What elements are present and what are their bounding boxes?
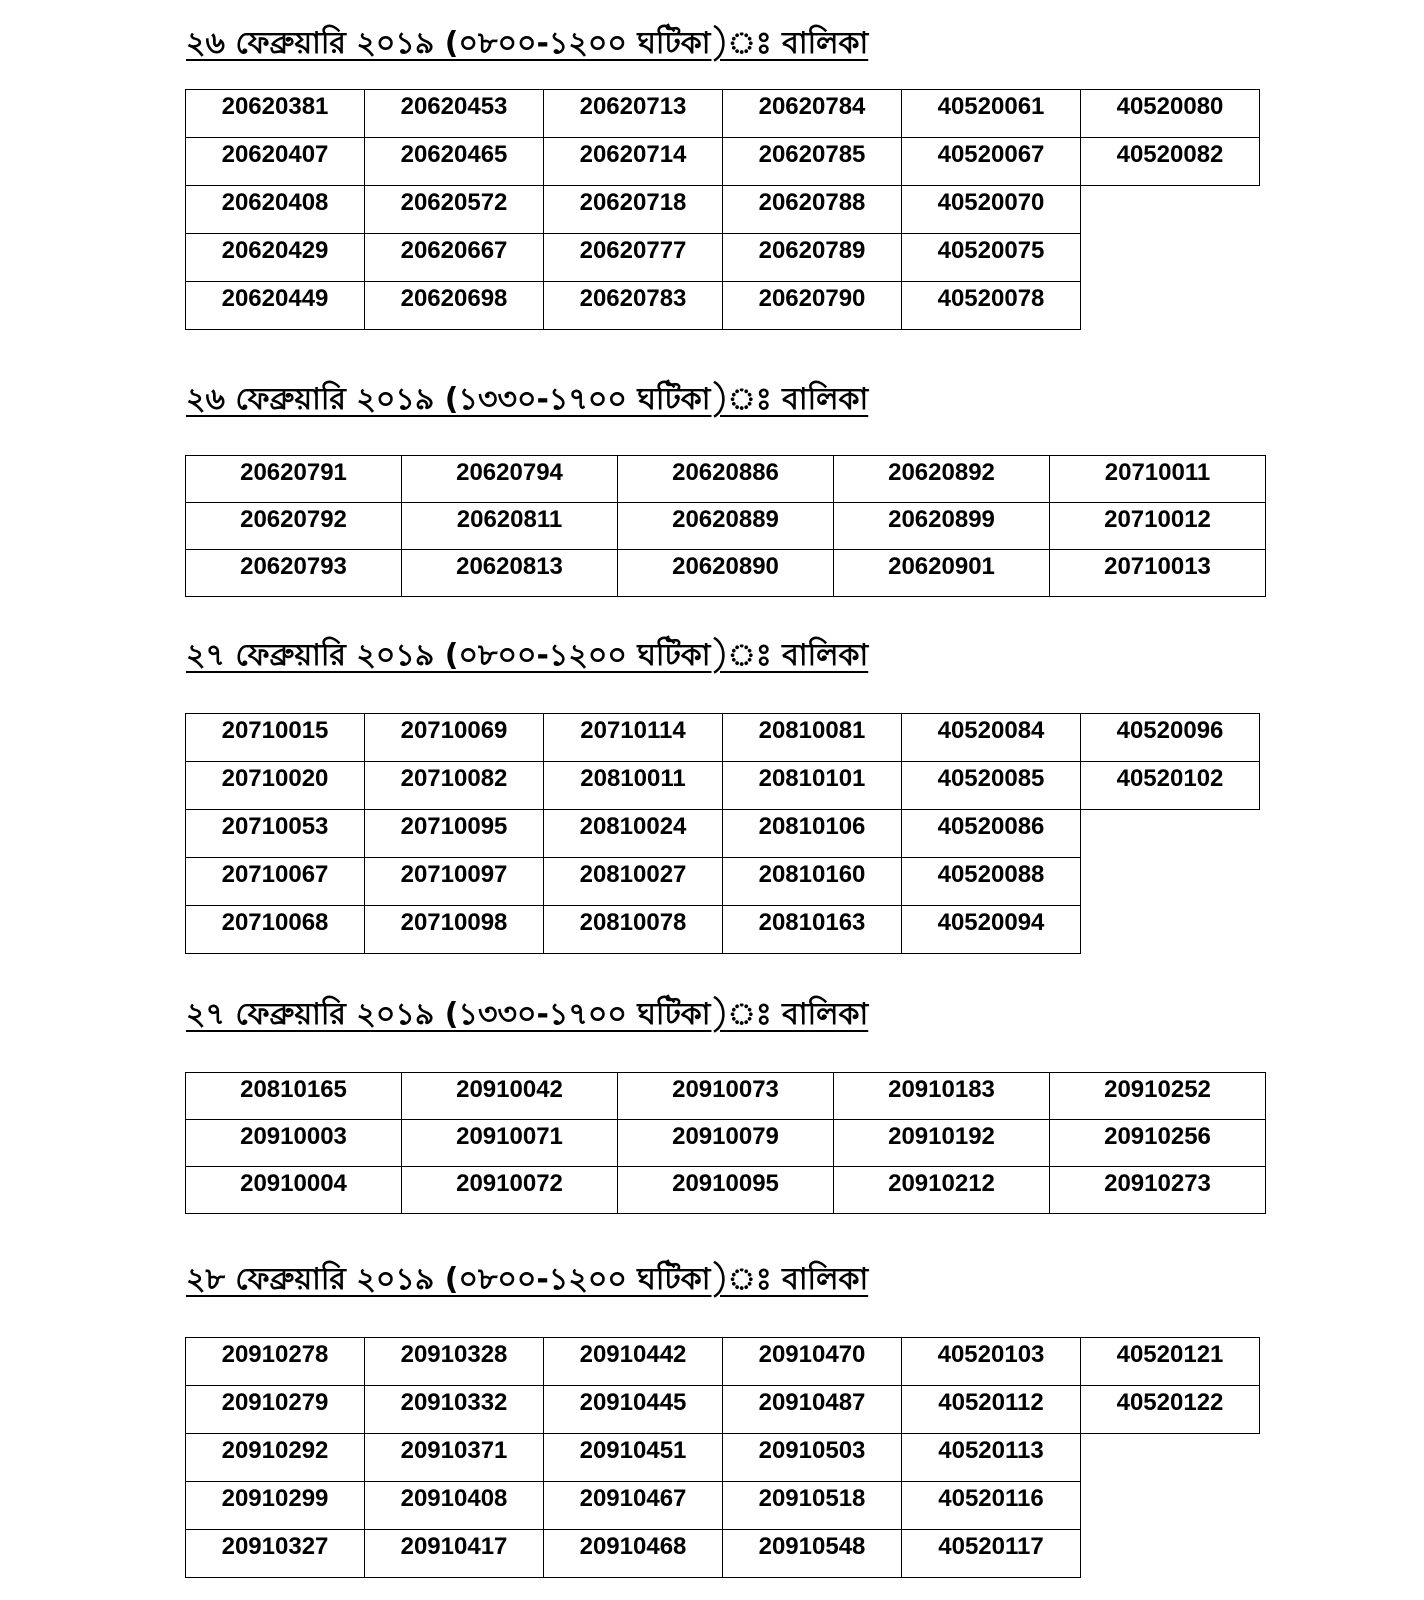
roll-number-cell: 20620790 bbox=[722, 281, 902, 330]
roll-number-cell: 20810165 bbox=[185, 1072, 402, 1120]
roll-number-cell: 20620901 bbox=[833, 549, 1050, 597]
roll-number-cell: 40520096 bbox=[1080, 713, 1260, 762]
roll-number-cell: 20620465 bbox=[364, 137, 544, 186]
roll-number-cell: 20620899 bbox=[833, 502, 1050, 550]
roll-number-cell: 20710114 bbox=[543, 713, 723, 762]
roll-number-cell: 20810027 bbox=[543, 857, 723, 906]
roll-number-cell: 20620889 bbox=[617, 502, 834, 550]
roll-number-cell: 20710020 bbox=[185, 761, 365, 810]
roll-number-cell: 40520086 bbox=[901, 809, 1081, 858]
roll-number-cell: 40520116 bbox=[901, 1481, 1081, 1530]
section-title-feb27-afternoon: ২৭ ফেব্রুয়ারি ২০১৯ (১৩৩০-১৭০০ ঘটিকা)ঃ বালিকা bbox=[186, 997, 869, 1032]
roll-number-cell: 20910445 bbox=[543, 1385, 723, 1434]
roll-number-cell: 20910212 bbox=[833, 1166, 1050, 1214]
roll-number-cell: 20810106 bbox=[722, 809, 902, 858]
roll-number-cell: 40520103 bbox=[901, 1337, 1081, 1386]
roll-number-table-feb26-morning bbox=[185, 89, 1260, 330]
roll-number-cell: 20910071 bbox=[401, 1119, 618, 1167]
roll-number-cell: 20620713 bbox=[543, 89, 723, 138]
roll-number-cell: 20620718 bbox=[543, 185, 723, 234]
roll-number-cell: 20810081 bbox=[722, 713, 902, 762]
roll-number-cell: 20810163 bbox=[722, 905, 902, 954]
roll-number-cell: 20910442 bbox=[543, 1337, 723, 1386]
roll-number-cell: 40520078 bbox=[901, 281, 1081, 330]
roll-number-cell: 20620572 bbox=[364, 185, 544, 234]
roll-number-cell: 20620788 bbox=[722, 185, 902, 234]
roll-number-cell: 20620449 bbox=[185, 281, 365, 330]
section-title-feb27-morning: ২৭ ফেব্রুয়ারি ২০১৯ (০৮০০-১২০০ ঘটিকা)ঃ বালিকা bbox=[186, 638, 869, 673]
roll-number-cell: 40520070 bbox=[901, 185, 1081, 234]
roll-number-cell: 20910417 bbox=[364, 1529, 544, 1578]
roll-number-cell: 20710095 bbox=[364, 809, 544, 858]
roll-number-cell: 20620886 bbox=[617, 455, 834, 503]
roll-number-cell: 20910183 bbox=[833, 1072, 1050, 1120]
roll-number-cell: 20710012 bbox=[1049, 502, 1266, 550]
roll-number-cell: 40520094 bbox=[901, 905, 1081, 954]
roll-number-cell: 20620714 bbox=[543, 137, 723, 186]
roll-number-cell: 20620793 bbox=[185, 549, 402, 597]
roll-number-cell: 20620794 bbox=[401, 455, 618, 503]
roll-number-cell: 40520112 bbox=[901, 1385, 1081, 1434]
roll-number-cell: 20710082 bbox=[364, 761, 544, 810]
roll-number-cell: 20620791 bbox=[185, 455, 402, 503]
roll-number-cell: 20910072 bbox=[401, 1166, 618, 1214]
roll-number-cell: 20910470 bbox=[722, 1337, 902, 1386]
roll-number-cell: 20620813 bbox=[401, 549, 618, 597]
roll-number-cell: 20810078 bbox=[543, 905, 723, 954]
roll-number-cell: 20710067 bbox=[185, 857, 365, 906]
roll-number-cell: 40520121 bbox=[1080, 1337, 1260, 1386]
roll-number-cell: 20910299 bbox=[185, 1481, 365, 1530]
roll-number-cell: 40520085 bbox=[901, 761, 1081, 810]
roll-number-cell: 20710013 bbox=[1049, 549, 1266, 597]
roll-number-cell: 40520067 bbox=[901, 137, 1081, 186]
roll-number-cell: 20620407 bbox=[185, 137, 365, 186]
roll-number-cell: 20620777 bbox=[543, 233, 723, 282]
roll-number-cell: 20910451 bbox=[543, 1433, 723, 1482]
roll-number-cell: 20620698 bbox=[364, 281, 544, 330]
section-title-feb26-morning: ২৬ ফেব্রুয়ারি ২০১৯ (০৮০০-১২০০ ঘটিকা)ঃ বালিকা bbox=[186, 26, 869, 61]
roll-number-cell: 20620785 bbox=[722, 137, 902, 186]
section-title-feb26-afternoon: ২৬ ফেব্রুয়ারি ২০১৯ (১৩৩০-১৭০০ ঘটিকা)ঃ বালিকা bbox=[186, 382, 869, 417]
roll-number-cell: 40520061 bbox=[901, 89, 1081, 138]
roll-number-cell: 20620784 bbox=[722, 89, 902, 138]
roll-number-cell: 20910003 bbox=[185, 1119, 402, 1167]
roll-number-cell: 20910273 bbox=[1049, 1166, 1266, 1214]
roll-number-cell: 40520075 bbox=[901, 233, 1081, 282]
roll-number-cell: 20710053 bbox=[185, 809, 365, 858]
roll-number-cell: 40520102 bbox=[1080, 761, 1260, 810]
roll-number-cell: 20910256 bbox=[1049, 1119, 1266, 1167]
roll-number-cell: 20620453 bbox=[364, 89, 544, 138]
roll-number-cell: 20910042 bbox=[401, 1072, 618, 1120]
roll-number-cell: 20910332 bbox=[364, 1385, 544, 1434]
roll-number-cell: 20910192 bbox=[833, 1119, 1050, 1167]
roll-number-cell: 20710011 bbox=[1049, 455, 1266, 503]
roll-number-cell: 20910079 bbox=[617, 1119, 834, 1167]
roll-number-cell: 20910004 bbox=[185, 1166, 402, 1214]
roll-number-cell: 20620892 bbox=[833, 455, 1050, 503]
roll-number-cell: 20810024 bbox=[543, 809, 723, 858]
roll-number-cell: 20910278 bbox=[185, 1337, 365, 1386]
roll-number-table-feb27-morning bbox=[185, 713, 1260, 954]
roll-number-cell: 20710015 bbox=[185, 713, 365, 762]
roll-number-cell: 20910279 bbox=[185, 1385, 365, 1434]
roll-number-cell: 40520117 bbox=[901, 1529, 1081, 1578]
roll-number-cell: 20620792 bbox=[185, 502, 402, 550]
roll-number-cell: 20910073 bbox=[617, 1072, 834, 1120]
roll-number-cell: 20910468 bbox=[543, 1529, 723, 1578]
roll-number-cell: 40520080 bbox=[1080, 89, 1260, 138]
roll-number-cell: 20620381 bbox=[185, 89, 365, 138]
roll-number-cell: 20910328 bbox=[364, 1337, 544, 1386]
roll-number-cell: 20620789 bbox=[722, 233, 902, 282]
roll-number-cell: 20910408 bbox=[364, 1481, 544, 1530]
roll-number-cell: 20620890 bbox=[617, 549, 834, 597]
roll-number-cell: 20620667 bbox=[364, 233, 544, 282]
section-title-feb28-morning: ২৮ ফেব্রুয়ারি ২০১৯ (০৮০০-১২০০ ঘটিকা)ঃ বালিকা bbox=[186, 1262, 869, 1297]
roll-number-cell: 20910518 bbox=[722, 1481, 902, 1530]
roll-number-cell: 20910095 bbox=[617, 1166, 834, 1214]
roll-number-cell: 20910252 bbox=[1049, 1072, 1266, 1120]
roll-number-cell: 20910371 bbox=[364, 1433, 544, 1482]
roll-number-cell: 20810101 bbox=[722, 761, 902, 810]
roll-number-cell: 20710068 bbox=[185, 905, 365, 954]
roll-number-cell: 20620811 bbox=[401, 502, 618, 550]
roll-number-table-feb28-morning bbox=[185, 1337, 1260, 1578]
roll-number-table-feb26-afternoon bbox=[185, 455, 1266, 597]
roll-number-cell: 20620429 bbox=[185, 233, 365, 282]
roll-number-cell: 40520088 bbox=[901, 857, 1081, 906]
roll-number-cell: 20710097 bbox=[364, 857, 544, 906]
roll-number-cell: 20710069 bbox=[364, 713, 544, 762]
roll-number-cell: 20910327 bbox=[185, 1529, 365, 1578]
roll-number-cell: 20620408 bbox=[185, 185, 365, 234]
roll-number-cell: 20620783 bbox=[543, 281, 723, 330]
roll-number-table-feb27-afternoon bbox=[185, 1072, 1266, 1214]
roll-number-cell: 20910292 bbox=[185, 1433, 365, 1482]
roll-number-cell: 20910467 bbox=[543, 1481, 723, 1530]
roll-number-cell: 40520082 bbox=[1080, 137, 1260, 186]
roll-number-cell: 40520084 bbox=[901, 713, 1081, 762]
roll-number-cell: 40520113 bbox=[901, 1433, 1081, 1482]
roll-number-cell: 40520122 bbox=[1080, 1385, 1260, 1434]
roll-number-cell: 20710098 bbox=[364, 905, 544, 954]
roll-number-cell: 20810160 bbox=[722, 857, 902, 906]
roll-number-cell: 20810011 bbox=[543, 761, 723, 810]
roll-number-cell: 20910487 bbox=[722, 1385, 902, 1434]
roll-number-cell: 20910548 bbox=[722, 1529, 902, 1578]
roll-number-cell: 20910503 bbox=[722, 1433, 902, 1482]
